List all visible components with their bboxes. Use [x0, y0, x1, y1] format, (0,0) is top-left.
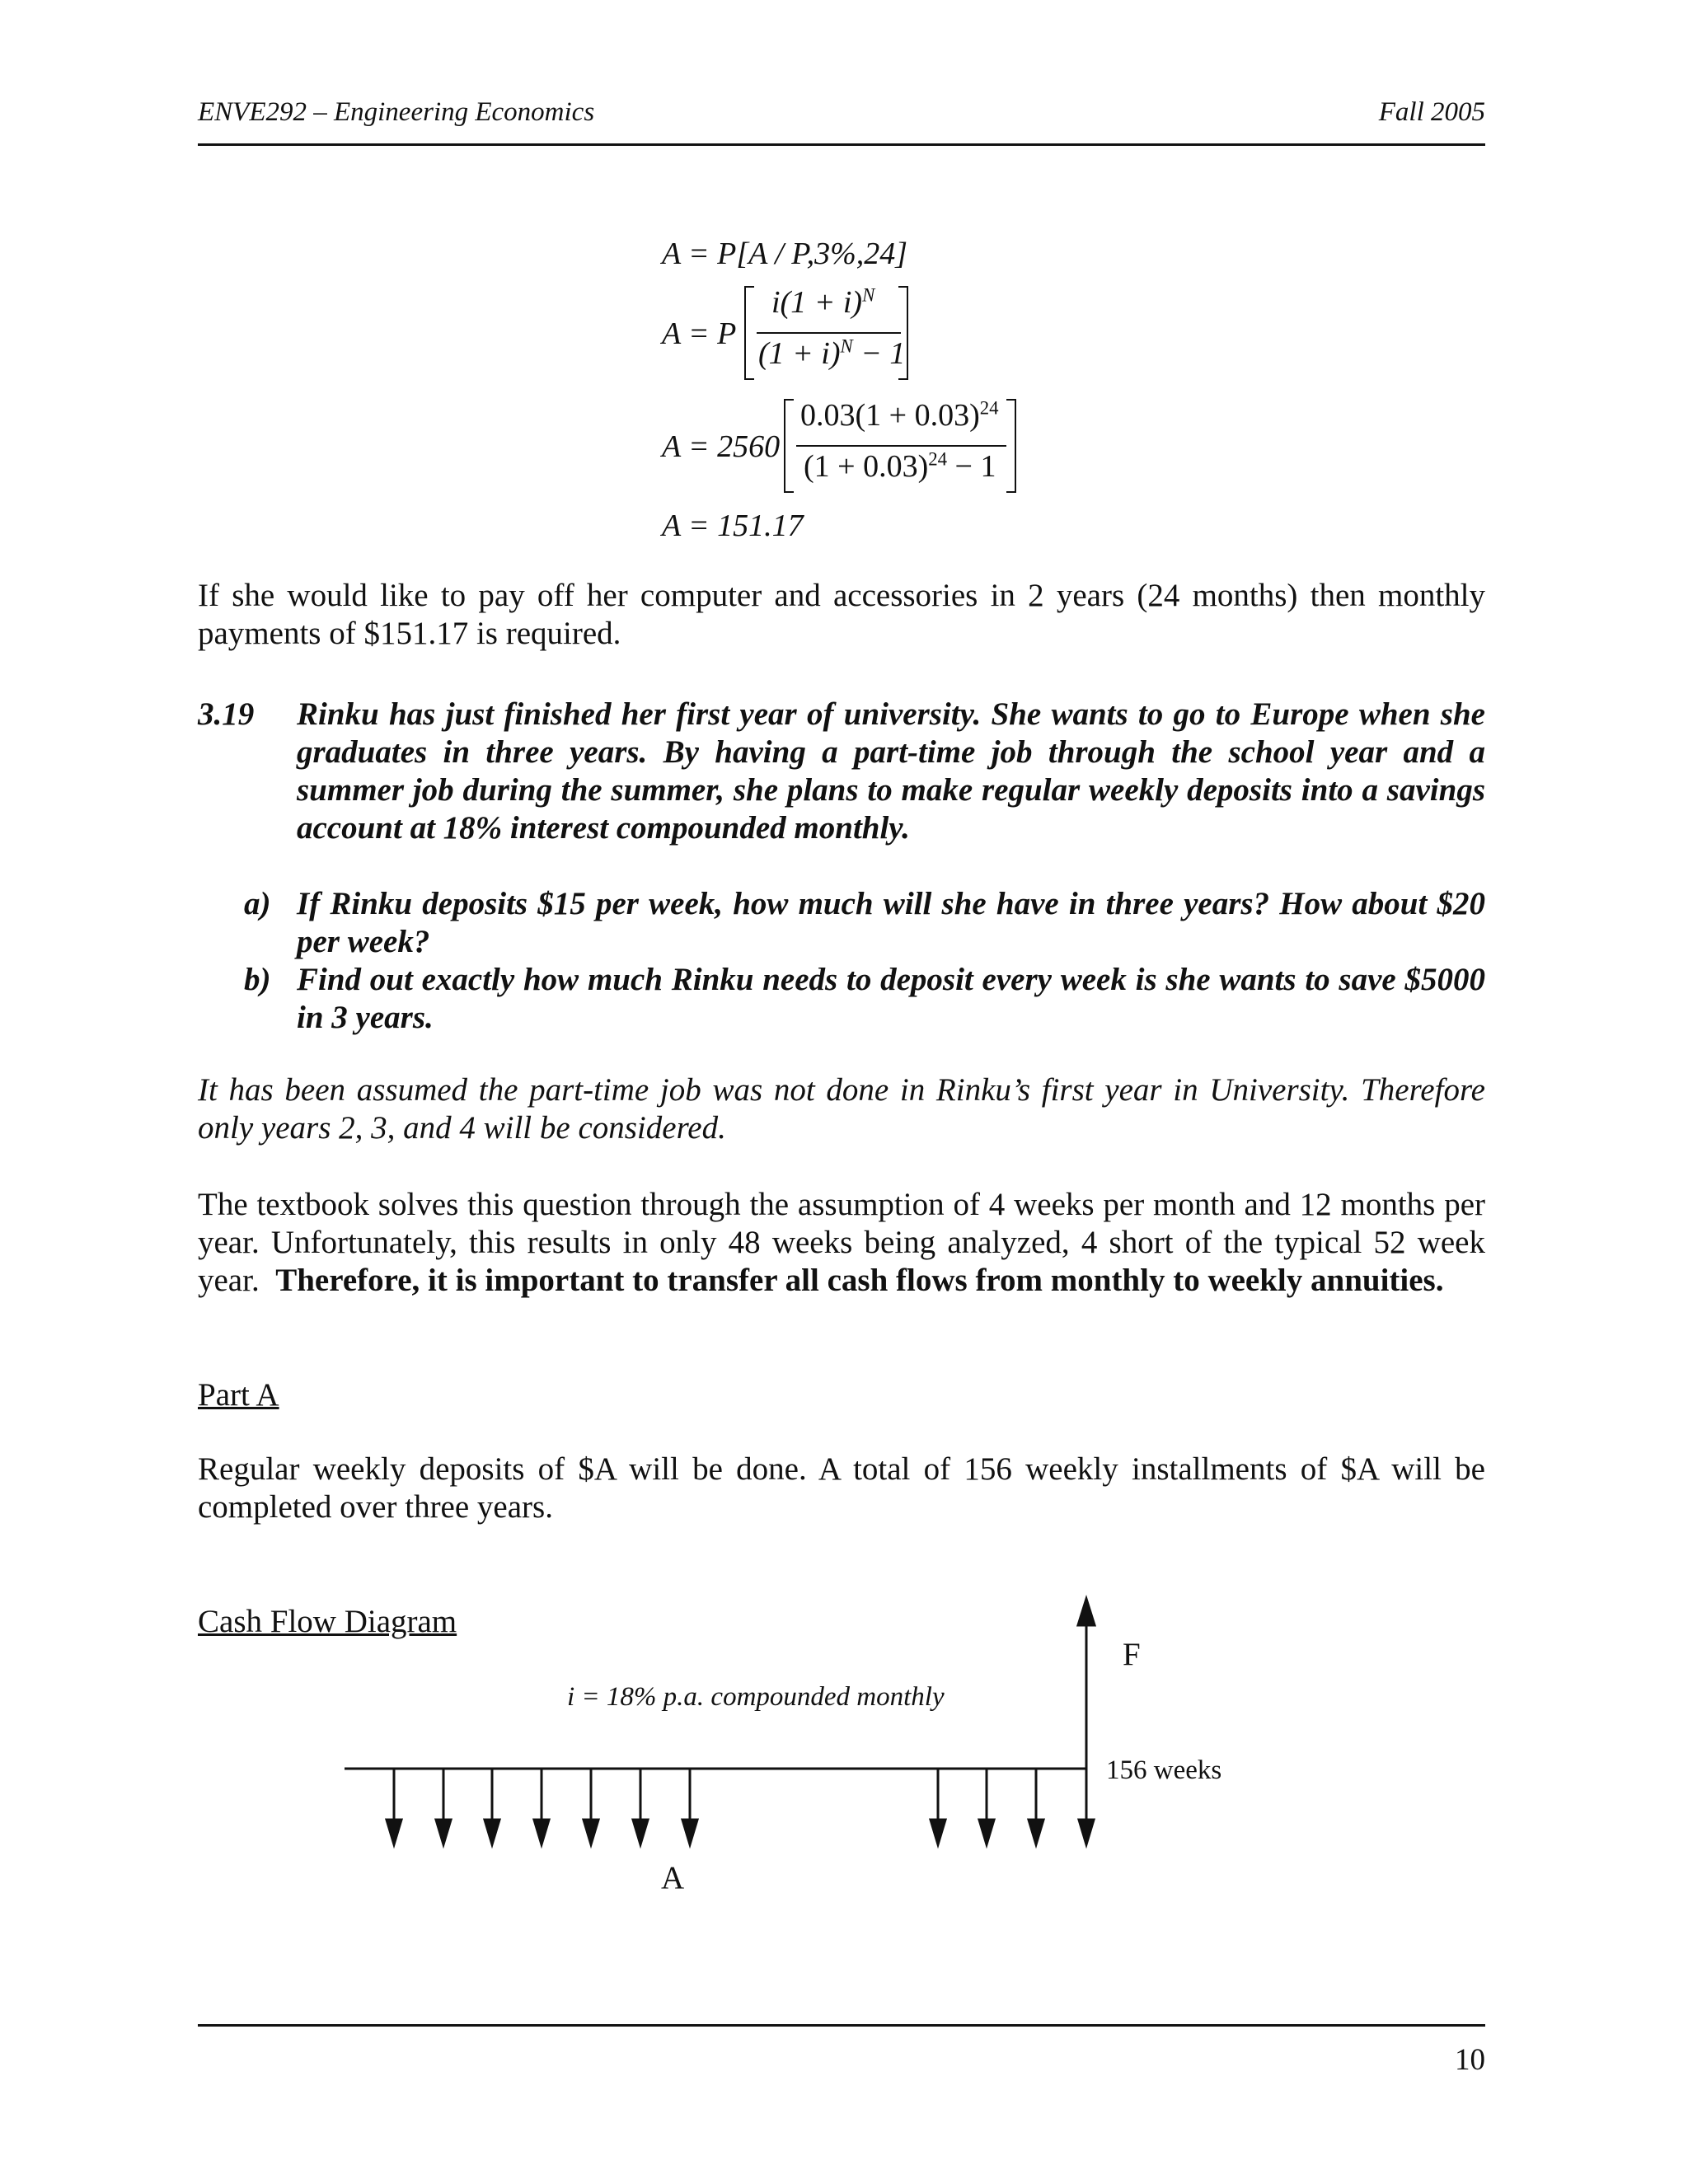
part-a-text: Regular weekly deposits of $A will be done. A total of 156 weekly installments of $A will be completed over three years.	[198, 1451, 1485, 1525]
part-b-label: b)	[244, 962, 271, 997]
deposit-arrowhead	[682, 1820, 697, 1844]
problem-statement: Rinku has just finished her first year of university. She wants to go to Europe when she graduates in three years. By having a part-time job through the school year and a summer job during the summer, she plans to make regular weekly deposits into a savings account at 18% interest compounded monthly.	[297, 696, 1485, 846]
deposit-arrowhead	[1029, 1820, 1043, 1844]
part-a-label: a)	[244, 886, 271, 921]
page-number: 10	[1455, 2043, 1485, 2077]
equation-1: A = P[A / P,3%,24]	[662, 237, 908, 271]
deposit-arrowhead	[931, 1820, 945, 1844]
deposit-arrowhead	[1079, 1820, 1094, 1844]
part-b-question: Find out exactly how much Rinku needs to deposit every week is she wants to save $5000 in 3 years.	[297, 962, 1485, 1035]
equation-2: A = P $i(1 + i)^N$ $(1 + i)^N - 1$	[662, 284, 909, 383]
deposit-arrowhead	[979, 1820, 994, 1844]
course-title: ENVE292 – Engineering Economics	[198, 97, 595, 127]
conclusion-paragraph: If she would like to pay off her computer and accessories in 2 years (24 months) then monthly payments of $151.17 is required.	[198, 578, 1485, 651]
textbook-emphasis: Therefore, it is important to transfer all cash flows from monthly to weekly annuities.	[275, 1263, 1444, 1298]
deposit-arrowhead	[387, 1820, 401, 1844]
future-value-label: F	[1123, 1637, 1141, 1672]
assumption-paragraph: It has been assumed the part-time job was not done in Rinku’s first year in University. Therefore only years 2, 3, and 4 will be considered.	[198, 1072, 1485, 1146]
annuity-label: A	[661, 1860, 685, 1896]
part-a-heading: Part A	[198, 1377, 279, 1413]
deposit-arrowhead	[436, 1820, 451, 1844]
equation-3: A = 2560 $0.03(1 + 0.03)^{24}$ $(1 + 0.03)^{24} - 1$	[662, 397, 1025, 496]
equation-4: A = 151.17	[662, 509, 804, 543]
problem-number: 3.19	[198, 696, 255, 732]
deposit-arrowhead	[584, 1820, 598, 1844]
interest-rate-label: i = 18% p.a. compounded monthly	[567, 1682, 945, 1712]
future-value-arrowhead	[1078, 1599, 1095, 1625]
part-a-question: If Rinku deposits $15 per week, how much will she have in three years? How about $20 per week?	[297, 886, 1485, 959]
textbook-paragraph: The textbook solves this question through the assumption of 4 weeks per month and 12 months per year. Unfortunately, this results in only 48 weeks being analyzed, 4 short of the typical 52 week year. Therefore, it is important to transfer all cash flows from monthly to weekly annuities.	[198, 1187, 1485, 1298]
deposit-arrowhead	[534, 1820, 549, 1844]
term-label: Fall 2005	[1378, 97, 1485, 127]
period-label: 156 weeks	[1106, 1755, 1222, 1785]
diagram-heading: Cash Flow Diagram	[198, 1604, 457, 1639]
deposit-arrowhead	[633, 1820, 648, 1844]
deposit-arrowhead	[485, 1820, 499, 1844]
footer-rule	[198, 2024, 1485, 2027]
